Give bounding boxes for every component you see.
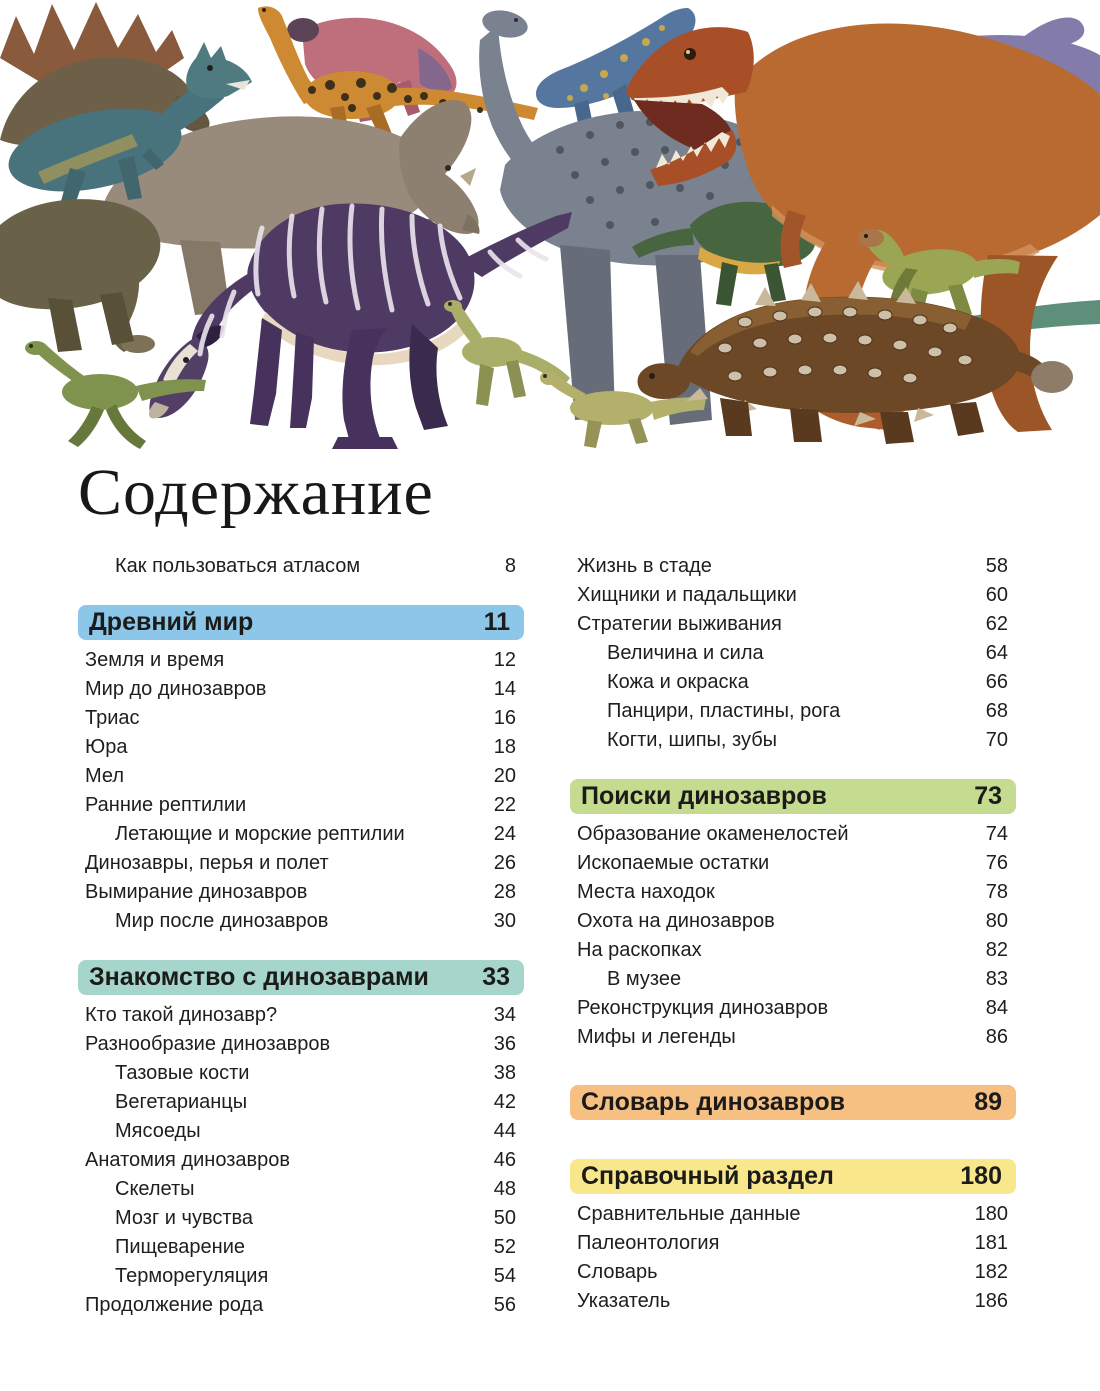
toc-entry-label: Образование окаменелостей — [577, 823, 849, 845]
toc-entry-page: 30 — [493, 910, 516, 932]
toc-entry — [570, 1023, 1016, 1052]
toc-entry — [78, 1291, 524, 1320]
toc-section-title: Знакомство с динозаврами — [89, 963, 429, 991]
toc-entry-page: 181 — [974, 1232, 1008, 1254]
toc-section-title: Древний мир — [89, 608, 254, 636]
toc-entry — [570, 581, 1016, 610]
toc-entry-label: Триас — [85, 707, 140, 729]
toc-entry — [570, 1229, 1016, 1258]
toc-entry-page: 76 — [985, 852, 1008, 874]
toc-entry-label: Терморегуляция — [115, 1265, 269, 1287]
toc-column-right — [570, 552, 1016, 1316]
toc-entry-label: Палеонтология — [577, 1232, 720, 1254]
toc-gap — [570, 1126, 1016, 1159]
toc-entry-page: 60 — [985, 584, 1008, 606]
toc-section-title: Словарь динозавров — [581, 1088, 845, 1116]
toc-entry — [78, 704, 524, 733]
toc-entry — [78, 907, 524, 936]
toc-entry-page: 58 — [985, 555, 1008, 577]
toc-entry-label: Как пользоваться атласом — [115, 555, 361, 577]
toc-entry-page: 22 — [493, 794, 516, 816]
toc-entry-label: Мифы и легенды — [577, 1026, 736, 1048]
toc-entry — [570, 1258, 1016, 1287]
toc-entry — [78, 646, 524, 675]
toc-entry — [78, 1233, 524, 1262]
toc-entry-page: 48 — [493, 1178, 516, 1200]
toc-entry-page: 186 — [974, 1290, 1008, 1312]
toc-entry — [570, 965, 1016, 994]
toc-section-header — [78, 960, 524, 995]
toc-entry-label: Мир после динозавров — [115, 910, 329, 932]
toc-entry — [78, 1175, 524, 1204]
toc-entry-page: 182 — [974, 1261, 1008, 1283]
toc-entry — [78, 733, 524, 762]
toc-entry — [570, 639, 1016, 668]
toc-entry — [570, 1200, 1016, 1229]
toc-entry — [78, 878, 524, 907]
toc-entry-label: Хищники и падальщики — [577, 584, 797, 606]
toc-entry — [78, 1262, 524, 1291]
toc-entry-page: 42 — [493, 1091, 516, 1113]
toc-entry-label: Словарь — [577, 1261, 658, 1283]
toc-entry — [570, 668, 1016, 697]
toc-entry — [78, 1030, 524, 1059]
toc-entry — [570, 1287, 1016, 1316]
toc-entry — [78, 1088, 524, 1117]
toc-gap — [570, 1052, 1016, 1085]
toc-entry-label: Ископаемые остатки — [577, 852, 770, 874]
toc-entry-page: 52 — [493, 1236, 516, 1258]
toc-entry — [78, 1146, 524, 1175]
toc-entry-page: 46 — [493, 1149, 516, 1171]
toc-entry-label: Вегетарианцы — [115, 1091, 248, 1113]
toc-entry-label: Юра — [85, 736, 128, 758]
toc-entry-page: 36 — [493, 1033, 516, 1055]
toc-entry — [570, 552, 1016, 581]
toc-entry-label: Жизнь в стаде — [577, 555, 712, 577]
toc-entry-label: Летающие и морские рептилии — [115, 823, 405, 845]
toc-entry-page: 12 — [493, 649, 516, 671]
toc-section-page: 11 — [483, 608, 510, 636]
toc-entry-label: Когти, шипы, зубы — [607, 729, 778, 751]
toc-entry-label: На раскопках — [577, 939, 702, 961]
toc-section-page: 33 — [482, 963, 510, 991]
toc-entry-page: 80 — [985, 910, 1008, 932]
toc-entry — [78, 791, 524, 820]
toc-entry — [78, 1059, 524, 1088]
toc-entry — [78, 820, 524, 849]
toc-entry — [570, 849, 1016, 878]
toc-entry-page: 180 — [974, 1203, 1008, 1225]
toc-section-page: 180 — [960, 1162, 1002, 1190]
toc-entry-page: 20 — [493, 765, 516, 787]
toc-column-left — [78, 552, 524, 1320]
toc-entry-label: Стратегии выживания — [577, 613, 782, 635]
toc-entry — [78, 552, 524, 581]
toc-entry — [78, 1001, 524, 1030]
toc-gap — [570, 755, 1016, 779]
toc-gap — [78, 581, 524, 605]
toc-entry — [570, 936, 1016, 965]
toc-entry-page: 16 — [493, 707, 516, 729]
toc-entry-label: В музее — [607, 968, 682, 990]
toc-entry-label: Величина и сила — [607, 642, 764, 664]
toc-entry — [570, 878, 1016, 907]
toc-entry-label: Реконструкция динозавров — [577, 997, 829, 1019]
toc-entry-page: 84 — [985, 997, 1008, 1019]
toc-section-header — [570, 1085, 1016, 1120]
toc-entry-label: Мир до динозавров — [85, 678, 267, 700]
toc-entry — [78, 1204, 524, 1233]
toc-entry-page: 38 — [493, 1062, 516, 1084]
toc-entry-page: 50 — [493, 1207, 516, 1229]
toc-entry — [570, 610, 1016, 639]
toc-entry — [570, 726, 1016, 755]
toc-section-page: 89 — [974, 1088, 1002, 1116]
toc-entry-label: Сравнительные данные — [577, 1203, 801, 1225]
page-title: Содержание — [78, 456, 434, 529]
toc-section-page: 73 — [974, 782, 1002, 810]
toc-entry-label: Анатомия динозавров — [85, 1149, 291, 1171]
toc-entry-page: 54 — [493, 1265, 516, 1287]
toc-entry-label: Скелеты — [115, 1178, 195, 1200]
toc-entry-label: Кто такой динозавр? — [85, 1004, 278, 1026]
toc-section-header — [570, 779, 1016, 814]
toc-entry — [78, 762, 524, 791]
toc-entry-page: 34 — [493, 1004, 516, 1026]
toc-entry-label: Охота на динозавров — [577, 910, 775, 932]
toc-entry-page: 8 — [504, 555, 516, 577]
toc-entry-page: 14 — [493, 678, 516, 700]
dino-olive-sauropod — [0, 199, 160, 353]
toc-section-header — [78, 605, 524, 640]
toc-entry — [78, 675, 524, 704]
toc-entry-label: Ранние рептилии — [85, 794, 247, 816]
toc-entry — [570, 820, 1016, 849]
toc-entry — [78, 849, 524, 878]
dino-small-striped — [444, 300, 570, 406]
toc-entry-page: 56 — [493, 1294, 516, 1316]
toc-entry-label: Панцири, пластины, рога — [607, 700, 841, 722]
toc-section-title: Справочный раздел — [581, 1162, 834, 1190]
dinosaur-collage — [0, 0, 1100, 450]
toc-entry-page: 62 — [985, 613, 1008, 635]
toc-entry-label: Вымирание динозавров — [85, 881, 308, 903]
toc-entry-page: 78 — [985, 881, 1008, 903]
toc-section-title: Поиски динозавров — [581, 782, 827, 810]
toc-entry-label: Мясоеды — [115, 1120, 201, 1142]
toc-entry-label: Продолжение рода — [85, 1294, 264, 1316]
toc-section-header — [570, 1159, 1016, 1194]
toc-entry-label: Тазовые кости — [115, 1062, 250, 1084]
toc-entry-label: Пищеварение — [115, 1236, 246, 1258]
toc-entry-page: 66 — [985, 671, 1008, 693]
toc-entry-label: Разнообразие динозавров — [85, 1033, 331, 1055]
toc-entry-page: 64 — [985, 642, 1008, 664]
toc-entry-label: Кожа и окраска — [607, 671, 749, 693]
toc-entry-page: 82 — [985, 939, 1008, 961]
toc-entry-label: Указатель — [577, 1290, 671, 1312]
toc-entry-page: 70 — [985, 729, 1008, 751]
toc-entry-page: 18 — [493, 736, 516, 758]
toc-entry-label: Динозавры, перья и полет — [85, 852, 329, 874]
toc-entry — [570, 697, 1016, 726]
toc-entry — [570, 907, 1016, 936]
toc-entry — [78, 1117, 524, 1146]
toc-entry-page: 26 — [493, 852, 516, 874]
toc-entry-page: 24 — [493, 823, 516, 845]
toc-entry-label: Мел — [85, 765, 125, 787]
toc-gap — [78, 936, 524, 960]
toc-entry — [570, 994, 1016, 1023]
toc-entry-page: 83 — [985, 968, 1008, 990]
toc-entry-page: 44 — [493, 1120, 516, 1142]
toc-entry-page: 28 — [493, 881, 516, 903]
toc-entry-page: 86 — [985, 1026, 1008, 1048]
toc-entry-page: 68 — [985, 700, 1008, 722]
toc-entry-label: Мозг и чувства — [115, 1207, 254, 1229]
toc-entry-label: Земля и время — [85, 649, 225, 671]
toc-entry-page: 74 — [985, 823, 1008, 845]
toc-entry-label: Места находок — [577, 881, 715, 903]
